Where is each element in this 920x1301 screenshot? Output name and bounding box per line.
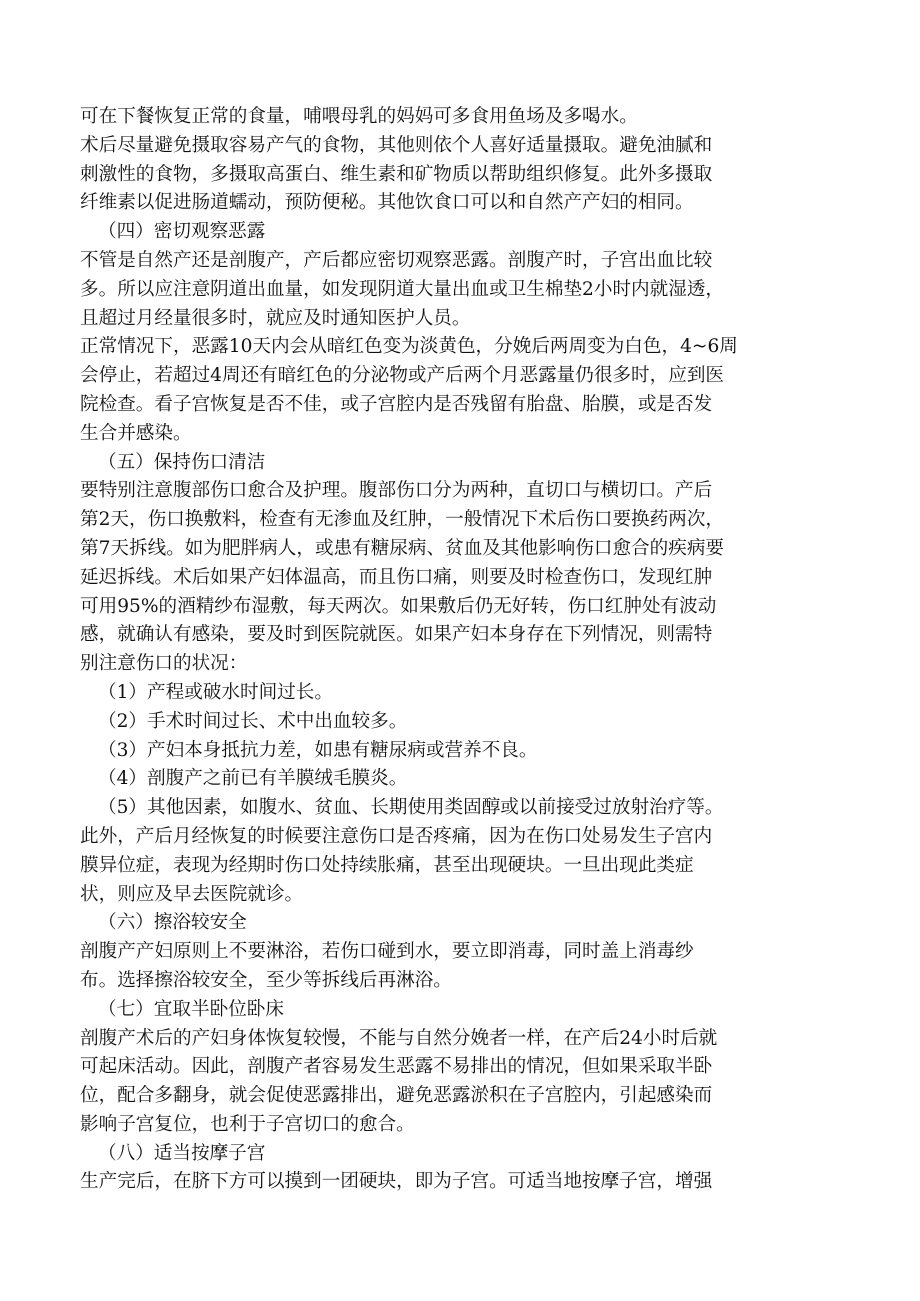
text-line: 可起床活动。因此，剖腹产者容易发生恶露不易排出的情况，但如果采取半卧: [80, 1056, 713, 1078]
list-item: [80, 794, 840, 823]
text-line: 会停止，若超过4周还有暗红色的分泌物或产后两个月恶露量仍很多时，应到医: [80, 365, 725, 387]
section-heading: [80, 909, 840, 938]
text-line: （5）其他因素，如腹水、贫血、长期使用类固醇或以前接受过放射治疗等。: [98, 797, 724, 819]
body-paragraph: [80, 1025, 840, 1140]
text-line: 第2天，伤口换敷料，检查有无渗血及红肿，一般情况下术后伤口要换药两次，: [80, 509, 725, 531]
body-paragraph: [80, 103, 840, 132]
text-line: 正常情况下，恶露10天内会从暗红色变为淡黄色，分娩后两周变为白色，4~6周: [80, 336, 738, 358]
body-paragraph: [80, 823, 840, 909]
text-line: （3）产妇本身抵抗力差，如患有糖尿病或营养不良。: [98, 739, 538, 761]
text-line: 要特别注意腹部伤口愈合及护理。腹部伤口分为两种，直切口与横切口。产后: [80, 480, 713, 502]
section-heading: [80, 218, 840, 247]
body-paragraph: [80, 1168, 840, 1197]
body-paragraph: [80, 477, 840, 679]
text-line: 不管是自然产还是剖腹产，产后都应密切观察恶露。剖腹产时，子宫出血比较: [80, 249, 713, 271]
list-item: [80, 679, 840, 708]
list-item: [80, 708, 840, 737]
text-line: 刺激性的食物，多摄取高蛋白、维生素和矿物质以帮助组织修复。此外多摄取: [80, 163, 713, 185]
text-line: （七）宜取半卧位卧床: [98, 998, 284, 1020]
body-paragraph: [80, 132, 840, 218]
text-line: 状，则应及早去医院就诊。: [80, 883, 304, 905]
section-heading: [80, 1140, 840, 1169]
text-line: 纤维素以促进肠道蠕动，预防便秘。其他饮食口可以和自然产产妇的相同。: [80, 192, 694, 214]
text-line: 此外，产后月经恢复的时候要注意伤口是否疼痛，因为在伤口处易发生子宫内: [80, 825, 713, 847]
text-line: 位，配合多翻身，就会促使恶露排出，避免恶露淤积在子宫腔内，引起感染而: [80, 1085, 713, 1107]
body-paragraph: [80, 247, 840, 333]
text-line: （四）密切观察恶露: [98, 221, 266, 243]
text-line: （五）保持伤口清洁: [98, 451, 266, 473]
text-line: 剖腹产产妇原则上不要淋浴，若伤口碰到水，要立即消毒，同时盖上消毒纱: [80, 941, 694, 963]
text-line: 术后尽量避免摄取容易产气的食物，其他则依个人喜好适量摄取。避免油腻和: [80, 134, 713, 156]
text-line: （1）产程或破水时间过长。: [98, 681, 333, 703]
text-line: （八）适当按摩子宫: [98, 1142, 266, 1164]
text-line: 延迟拆线。术后如果产妇体温高，而且伤口痛，则要及时检查伤口，发现红肿: [80, 566, 713, 588]
text-line: 生合并感染。: [80, 422, 192, 444]
text-line: 影响子宫复位，也利于子宫切口的愈合。: [80, 1113, 415, 1135]
text-line: 膜异位症，表现为经期时伤口处持续胀痛，甚至出现硬块。一旦出现此类症: [80, 854, 694, 876]
text-line: 可在下餐恢复正常的食量，哺喂母乳的妈妈可多食用鱼场及多喝水。: [80, 106, 638, 127]
text-line: 第7天拆线。如为肥胖病人，或患有糖尿病、贫血及其他影响伤口愈合的疾病要: [80, 537, 725, 559]
text-line: （4）剖腹产之前已有羊膜绒毛膜炎。: [98, 768, 408, 790]
text-line: （2）手术时间过长、术中出血较多。: [98, 710, 408, 732]
text-line: 多。所以应注意阴道出血量，如发现阴道大量出血或卫生棉垫2小时内就湿透，: [80, 278, 725, 300]
section-heading: [80, 449, 840, 478]
list-item: [80, 765, 840, 794]
text-line: 生产完后，在脐下方可以摸到一团硬块，即为子宫。可适当地按摩子宫，增强: [80, 1171, 713, 1193]
text-line: 别注意伤口的状况：: [80, 653, 248, 675]
text-line: 院检查。看子宫恢复是否不佳，或子宫腔内是否残留有胎盘、胎膜，或是否发: [80, 393, 713, 415]
text-line: 感，就确认有感染，要及时到医院就医。如果产妇本身存在下列情况，则需特: [80, 624, 713, 646]
text-line: 且超过月经量很多时，就应及时通知医护人员。: [80, 307, 471, 329]
section-heading: [80, 996, 840, 1025]
body-paragraph: [80, 333, 840, 448]
text-line: 可用95%的酒精纱布湿敷，每天两次。如果敷后仍无好转，伤口红肿处有波动: [80, 595, 717, 617]
list-item: [80, 737, 840, 766]
text-line: 布。选择擦浴较安全，至少等拆线后再淋浴。: [80, 969, 452, 991]
text-line: 剖腹产术后的产妇身体恢复较慢，不能与自然分娩者一样，在产后24小时后就: [80, 1027, 718, 1049]
body-paragraph: [80, 938, 840, 996]
text-line: （六）擦浴较安全: [98, 912, 247, 934]
